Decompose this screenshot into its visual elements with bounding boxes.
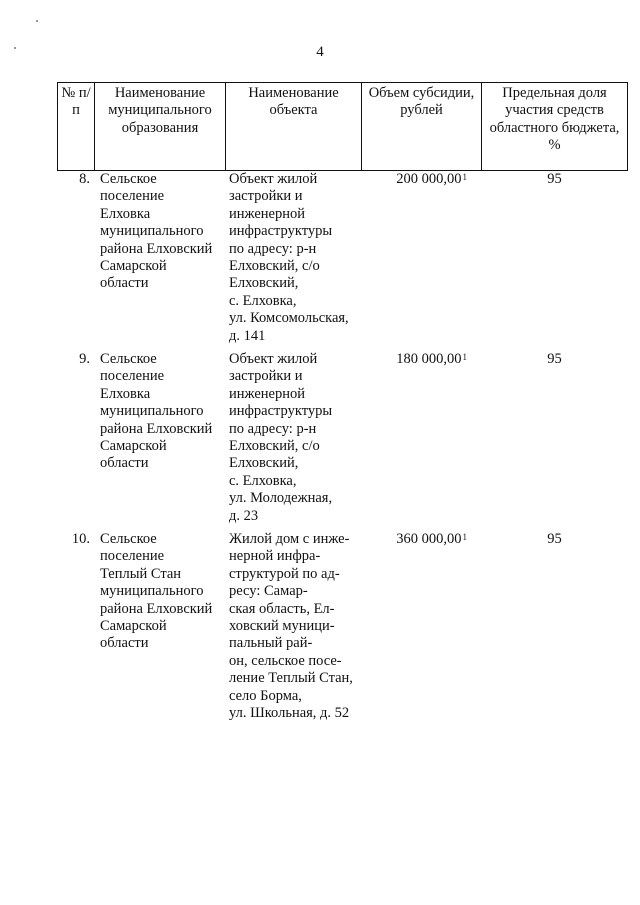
- row-amount: [361, 171, 481, 351]
- row-share: 95: [547, 171, 562, 187]
- header-municipality: Наименование муниципального образования: [94, 83, 225, 170]
- header-share: Предельная доля участия средств областного бюджета, %: [481, 83, 628, 170]
- table-header: [57, 82, 628, 171]
- table-row: [57, 351, 628, 531]
- table-body: [57, 171, 628, 731]
- footnote-mark: 1: [462, 172, 467, 182]
- row-amount: [361, 351, 481, 531]
- row-amount: [361, 531, 481, 731]
- footnote-mark: 1: [462, 532, 467, 542]
- header-subsidy: Объем субсидии, рублей: [361, 83, 481, 170]
- footnote-mark: 1: [462, 352, 467, 362]
- row-object: Объект жилой застройки и инженерной инфраструктуры по адресу: р-н Елховский, с/о Елховский, с. Елховка, ул. Комсомольская, д. 141: [229, 171, 349, 344]
- row-municipality: Сельское поселение Елховка муниципального района Елховский Самарской области: [100, 351, 213, 472]
- amount-value: 360 000,00: [396, 531, 462, 547]
- row-share: 95: [547, 531, 562, 547]
- row-number: 8.: [79, 171, 90, 187]
- page-number: 4: [316, 44, 324, 60]
- header-object: Наименование объекта: [225, 83, 361, 170]
- table-row: [57, 531, 628, 731]
- row-municipality: Сельское поселение Елховка муниципального района Елховский Самарской области: [100, 171, 213, 292]
- table-row: [57, 171, 628, 351]
- scan-speck: [36, 20, 38, 22]
- row-object: Объект жилой застройки и инженерной инфраструктуры по адресу: р-н Елховский, с/о Елховский, с. Елховка, ул. Молодежная, д. 23: [229, 351, 333, 524]
- row-number: 9.: [79, 351, 90, 367]
- amount-value: 180 000,00: [396, 351, 462, 367]
- row-share: 95: [547, 351, 562, 367]
- row-number: 10.: [71, 531, 90, 547]
- row-object: Жилой дом с инже- нерной инфра- структурой по ад- ресу: Самар- ская область, Ел- ховский муници- пальный рай- он, сельское посе- ление Теплый Стан, село Борма, ул. Школьная, д. 52: [229, 531, 353, 722]
- amount-value: 200 000,00: [396, 171, 462, 187]
- row-municipality: Сельское поселение Теплый Стан муниципального района Елховский Самарской области: [100, 531, 213, 652]
- header-number: № п/п: [57, 83, 94, 170]
